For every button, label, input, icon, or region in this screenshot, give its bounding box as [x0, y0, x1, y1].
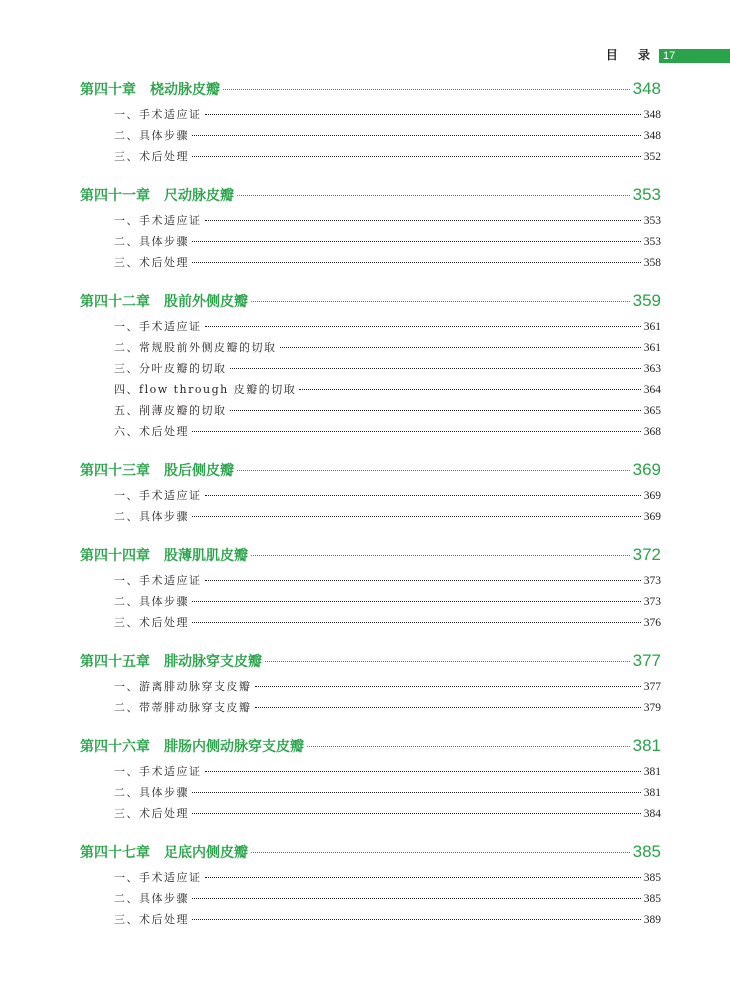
section-title: 一、手术适应证 — [114, 320, 202, 333]
section-page-number: 381 — [643, 787, 661, 799]
dot-leader — [299, 389, 641, 390]
dot-leader — [255, 707, 641, 708]
section-entry[interactable] — [114, 146, 661, 167]
chapter-page-number: 372 — [632, 545, 661, 564]
chapter-number: 第四十七章 — [80, 845, 150, 861]
dot-leader — [192, 813, 641, 814]
section-title: 二、具体步骤 — [114, 235, 189, 248]
section-title: 三、术后处理 — [114, 150, 189, 163]
chapter-heading-row[interactable] — [80, 459, 661, 481]
chapter-heading-row[interactable] — [80, 650, 661, 672]
dot-leader — [192, 156, 641, 157]
chapter-page-number: 385 — [632, 842, 661, 861]
dot-leader — [192, 792, 641, 793]
section-entry[interactable] — [114, 909, 661, 930]
chapter-page-number: 369 — [632, 460, 661, 479]
section-list — [80, 316, 661, 442]
section-page-number: 376 — [643, 617, 661, 629]
dot-leader — [251, 301, 630, 302]
section-page-number: 368 — [643, 426, 661, 438]
dot-leader — [237, 195, 630, 196]
section-entry[interactable] — [114, 421, 661, 442]
section-title: 二、常规股前外侧皮瓣的切取 — [114, 341, 277, 354]
dot-leader — [192, 135, 641, 136]
section-entry[interactable] — [114, 231, 661, 252]
chapter-entry — [80, 78, 661, 167]
section-page-number: 364 — [643, 384, 661, 396]
section-page-number: 353 — [643, 215, 661, 227]
section-page-number: 353 — [643, 236, 661, 248]
section-page-number: 385 — [643, 872, 661, 884]
section-entry[interactable] — [114, 252, 661, 273]
chapter-number: 第四十五章 — [80, 654, 150, 670]
section-page-number: 361 — [643, 321, 661, 333]
chapter-entry — [80, 544, 661, 633]
section-entry[interactable] — [114, 316, 661, 337]
section-title: 二、具体步骤 — [114, 510, 189, 523]
chapter-title: 桡动脉皮瓣 — [150, 82, 220, 98]
section-entry[interactable] — [114, 761, 661, 782]
dot-leader — [230, 368, 641, 369]
section-entry[interactable] — [114, 506, 661, 527]
section-title: 三、术后处理 — [114, 913, 189, 926]
dot-leader — [192, 919, 641, 920]
section-title: 二、具体步骤 — [114, 892, 189, 905]
section-entry[interactable] — [114, 612, 661, 633]
section-list — [80, 867, 661, 930]
section-page-number: 379 — [643, 702, 661, 714]
section-title: 一、手术适应证 — [114, 765, 202, 778]
section-page-number: 377 — [643, 681, 661, 693]
dot-leader — [192, 622, 641, 623]
section-page-number: 363 — [643, 363, 661, 375]
chapter-heading-row[interactable] — [80, 184, 661, 206]
section-entry[interactable] — [114, 570, 661, 591]
section-title: 四、flow through 皮瓣的切取 — [114, 383, 297, 396]
chapter-title: 股后侧皮瓣 — [164, 463, 234, 479]
section-entry[interactable] — [114, 591, 661, 612]
section-page-number: 373 — [643, 596, 661, 608]
section-list — [80, 676, 661, 718]
section-page-number: 348 — [643, 130, 661, 142]
section-page-number: 385 — [643, 893, 661, 905]
chapter-title: 腓肠内侧动脉穿支皮瓣 — [164, 739, 304, 755]
dot-leader — [265, 661, 630, 662]
page-header — [0, 49, 730, 63]
dot-leader — [205, 580, 641, 581]
section-entry[interactable] — [114, 358, 661, 379]
dot-leader — [192, 431, 641, 432]
section-entry[interactable] — [114, 379, 661, 400]
section-title: 二、具体步骤 — [114, 786, 189, 799]
dot-leader — [230, 410, 641, 411]
section-entry[interactable] — [114, 803, 661, 824]
chapter-entry — [80, 459, 661, 527]
dot-leader — [205, 771, 641, 772]
chapter-number: 第四十一章 — [80, 188, 150, 204]
section-title: 三、术后处理 — [114, 256, 189, 269]
chapter-page-number: 381 — [632, 736, 661, 755]
chapter-title: 腓动脉穿支皮瓣 — [164, 654, 262, 670]
section-title: 一、游离腓动脉穿支皮瓣 — [114, 680, 252, 693]
section-title: 一、手术适应证 — [114, 108, 202, 121]
section-entry[interactable] — [114, 888, 661, 909]
chapter-entry — [80, 650, 661, 718]
chapter-heading-row[interactable] — [80, 544, 661, 566]
chapter-page-number: 353 — [632, 185, 661, 204]
section-list — [80, 210, 661, 273]
section-entry[interactable] — [114, 104, 661, 125]
section-title: 三、分叶皮瓣的切取 — [114, 362, 227, 375]
chapter-page-number: 348 — [632, 79, 661, 98]
chapter-heading-row[interactable] — [80, 735, 661, 757]
page-number-tab — [659, 49, 730, 63]
dot-leader — [205, 877, 641, 878]
dot-leader — [237, 470, 630, 471]
chapter-title: 足底内侧皮瓣 — [164, 845, 248, 861]
chapter-entry — [80, 735, 661, 824]
section-page-number: 381 — [643, 766, 661, 778]
chapter-entry — [80, 841, 661, 930]
chapter-title: 股前外侧皮瓣 — [164, 294, 248, 310]
chapter-page-number: 377 — [632, 651, 661, 670]
dot-leader — [280, 347, 641, 348]
dot-leader — [192, 241, 641, 242]
section-entry[interactable] — [114, 867, 661, 888]
section-entry[interactable] — [114, 697, 661, 718]
chapter-number: 第四十章 — [80, 82, 136, 98]
section-title: 五、削薄皮瓣的切取 — [114, 404, 227, 417]
section-entry[interactable] — [114, 210, 661, 231]
chapter-heading-row[interactable] — [80, 290, 661, 312]
chapter-page-number: 359 — [632, 291, 661, 310]
section-page-number: 361 — [643, 342, 661, 354]
section-entry[interactable] — [114, 485, 661, 506]
header-title: 目 录 — [605, 48, 658, 62]
dot-leader — [223, 89, 630, 90]
section-title: 三、术后处理 — [114, 807, 189, 820]
dot-leader — [307, 746, 630, 747]
section-title: 二、带蒂腓动脉穿支皮瓣 — [114, 701, 252, 714]
dot-leader — [205, 495, 641, 496]
chapter-entry — [80, 184, 661, 273]
section-title: 一、手术适应证 — [114, 871, 202, 884]
section-list — [80, 761, 661, 824]
dot-leader — [205, 220, 641, 221]
page-number: 17 — [663, 50, 676, 62]
section-list — [80, 570, 661, 633]
section-page-number: 373 — [643, 575, 661, 587]
section-title: 二、具体步骤 — [114, 129, 189, 142]
chapter-number: 第四十四章 — [80, 548, 150, 564]
dot-leader — [251, 555, 630, 556]
section-page-number: 358 — [643, 257, 661, 269]
section-title: 一、手术适应证 — [114, 214, 202, 227]
chapter-number: 第四十三章 — [80, 463, 150, 479]
dot-leader — [205, 114, 641, 115]
section-page-number: 352 — [643, 151, 661, 163]
dot-leader — [251, 852, 630, 853]
section-page-number: 384 — [643, 808, 661, 820]
section-list — [80, 104, 661, 167]
section-title: 六、术后处理 — [114, 425, 189, 438]
section-entry[interactable] — [114, 782, 661, 803]
dot-leader — [255, 686, 641, 687]
dot-leader — [205, 326, 641, 327]
dot-leader — [192, 601, 641, 602]
section-list — [80, 485, 661, 527]
section-entry[interactable] — [114, 676, 661, 697]
section-page-number: 369 — [643, 490, 661, 502]
chapter-title: 尺动脉皮瓣 — [164, 188, 234, 204]
section-title: 三、术后处理 — [114, 616, 189, 629]
section-entry[interactable] — [114, 400, 661, 421]
section-page-number: 365 — [643, 405, 661, 417]
section-page-number: 389 — [643, 914, 661, 926]
section-title: 一、手术适应证 — [114, 489, 202, 502]
section-title: 二、具体步骤 — [114, 595, 189, 608]
table-of-contents — [80, 78, 661, 947]
section-entry[interactable] — [114, 125, 661, 146]
section-title: 一、手术适应证 — [114, 574, 202, 587]
section-entry[interactable] — [114, 337, 661, 358]
chapter-title: 股薄肌肌皮瓣 — [164, 548, 248, 564]
section-page-number: 369 — [643, 511, 661, 523]
chapter-number: 第四十二章 — [80, 294, 150, 310]
chapter-number: 第四十六章 — [80, 739, 150, 755]
dot-leader — [192, 898, 641, 899]
chapter-entry — [80, 290, 661, 442]
dot-leader — [192, 262, 641, 263]
dot-leader — [192, 516, 641, 517]
section-page-number: 348 — [643, 109, 661, 121]
chapter-heading-row[interactable] — [80, 841, 661, 863]
chapter-heading-row[interactable] — [80, 78, 661, 100]
